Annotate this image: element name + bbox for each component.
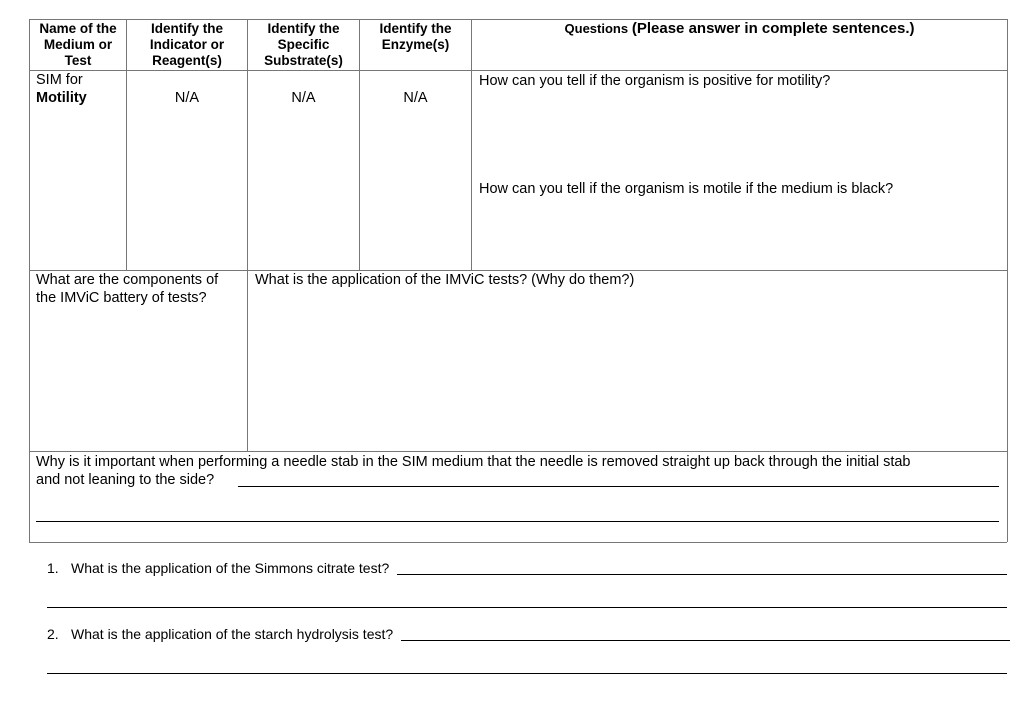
sim-test-prefix: SIM for bbox=[36, 72, 83, 88]
motility-positive-question: How can you tell if the organism is positive for motility? bbox=[479, 73, 831, 89]
imvic-application-question: What is the application of the IMViC tests? (Why do them?) bbox=[255, 272, 635, 288]
question-1-number: 1. bbox=[47, 560, 59, 576]
sim-test-name bbox=[36, 71, 87, 107]
header-indicator-or-reagent: Identify the Indicator or Reagent(s) bbox=[149, 21, 225, 68]
needle-stab-answer-line-1[interactable] bbox=[238, 486, 999, 487]
question-1-answer-line-2[interactable] bbox=[47, 607, 1007, 608]
header-specific-substrate: Identify the Specific Substrate(s) bbox=[264, 21, 343, 68]
motile-black-medium-question: How can you tell if the organism is motile if the medium is black? bbox=[479, 181, 894, 197]
motility-positive-answer-area[interactable] bbox=[478, 92, 1002, 174]
table-left-border bbox=[29, 19, 30, 542]
header-questions bbox=[472, 21, 1007, 37]
header-questions-label: Questions bbox=[564, 21, 629, 36]
needle-stab-question-line2: and not leaning to the side? bbox=[36, 472, 215, 488]
sim-enzyme-value: N/A bbox=[403, 90, 428, 106]
col-divider-4 bbox=[471, 19, 472, 270]
imvic-row-divider bbox=[29, 451, 1007, 452]
sim-indicator-value: N/A bbox=[174, 90, 200, 106]
header-enzyme: Identify the Enzyme(s) bbox=[379, 21, 452, 52]
motile-black-medium-answer-area[interactable] bbox=[478, 200, 1002, 266]
table-bottom-border bbox=[29, 542, 1007, 543]
imvic-application-answer-area[interactable] bbox=[254, 292, 1002, 446]
imvic-components-answer-area[interactable] bbox=[35, 310, 243, 446]
sim-substrate-value: N/A bbox=[291, 90, 316, 106]
header-questions-instruction: (Please answer in complete sentences.) bbox=[631, 20, 915, 37]
imvic-components-line2: the IMViC battery of tests? bbox=[36, 290, 207, 306]
imvic-components-question bbox=[36, 271, 218, 307]
header-medium-or-test: Name of the Medium or Test bbox=[39, 21, 117, 68]
question-1-answer-line-1[interactable] bbox=[397, 574, 1007, 575]
header-divider bbox=[29, 70, 1007, 71]
sim-test-label: Motility bbox=[36, 90, 87, 106]
question-1-text: What is the application of the Simmons citrate test? bbox=[71, 560, 390, 576]
imvic-components-line1: What are the components of bbox=[36, 272, 219, 288]
question-2-number: 2. bbox=[47, 626, 59, 642]
question-2-text: What is the application of the starch hydrolysis test? bbox=[71, 626, 394, 642]
needle-stab-answer-line-2[interactable] bbox=[36, 521, 999, 522]
imvic-col-divider bbox=[247, 270, 248, 451]
question-2-answer-line-2[interactable] bbox=[47, 673, 1007, 674]
needle-stab-question-line1: Why is it important when performing a needle stab in the SIM medium that the needle is removed straight up back through the initial stab bbox=[36, 454, 911, 470]
table-right-border bbox=[1007, 19, 1008, 542]
col-divider-3 bbox=[359, 19, 360, 270]
question-2-answer-line-1[interactable] bbox=[401, 640, 1010, 641]
